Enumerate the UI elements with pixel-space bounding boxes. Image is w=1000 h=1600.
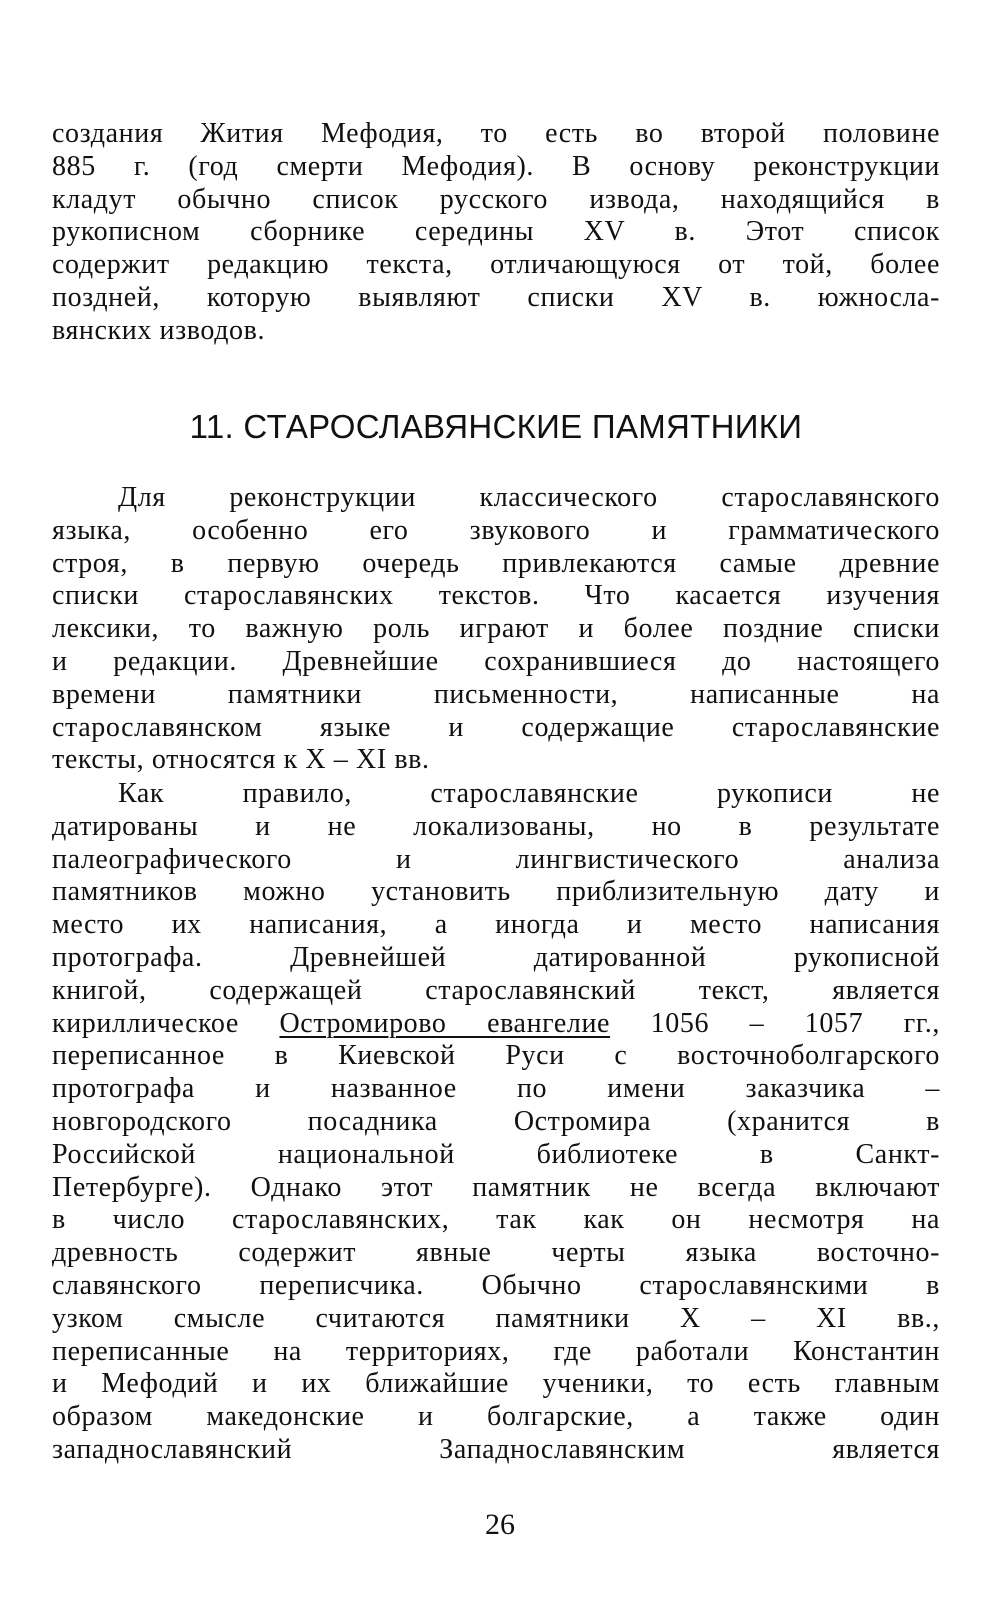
underlined-title: Остромирово евангелие (279, 1007, 611, 1039)
text-line: переписанное в Киевской Руси с восточноболгарского (52, 1040, 940, 1072)
text-line: место их написания, а иногда и место написания (52, 909, 940, 941)
text-line: переписанные на территориях, где работали Константин (52, 1335, 940, 1367)
paragraph-1 (52, 482, 940, 777)
text-line: в число старославянских, так как он несмотря на (52, 1204, 940, 1236)
page-number: 26 (485, 1508, 515, 1541)
text-line: узком смысле считаются памятники X – XI вв., (52, 1302, 940, 1334)
text-line: древность содержит явные черты языка восточно- (52, 1237, 940, 1269)
text-line: списки старославянских текстов. Что касается изучения (52, 580, 940, 612)
text-line: тексты, относятся к X – XI вв. (52, 744, 430, 776)
text-line: создания Жития Мефодия, то есть во второй половине (52, 118, 940, 149)
section-title: 11. СТАРОСЛАВЯНСКИЕ ПАМЯТНИКИ (189, 408, 803, 445)
text-line: старославянском языке и содержащие старославянские (52, 711, 940, 743)
text-line: Как правило, старославянские рукописи не (118, 778, 940, 809)
text-line: лексики, то важную роль играют и более поздние списки (52, 613, 940, 645)
text-line: рукописном сборнике середины XV в. Этот список (52, 216, 940, 248)
text-line: новгородского посадника Остромира (хранится в (52, 1105, 940, 1137)
text-line: поздней, которую выявляют списки XV в. южносла- (52, 281, 940, 313)
text-line: книгой, содержащей старославянский текст, является (52, 974, 940, 1006)
text-line: 885 г. (год смерти Мефодия). В основу реконструкции (52, 150, 940, 182)
text-line: протографа. Древнейшей датированной рукописной (52, 941, 940, 973)
text-line: языка, особенно его звукового и грамматического (52, 514, 940, 546)
text-line: кладут обычно список русского извода, находящийся в (52, 183, 940, 215)
text-line: протографа и названное по имени заказчика – (52, 1073, 940, 1105)
text-segment: 1056 – 1057 гг., (610, 1007, 940, 1039)
text-line: образом македонские и болгарские, а также один (52, 1401, 940, 1433)
text-line: вянских изводов. (52, 314, 266, 346)
text-line: содержит редакцию текста, отличающуюся от той, более (52, 249, 940, 281)
document-page (52, 118, 940, 1558)
text-line: славянского переписчика. Обычно старославянскими в (52, 1269, 940, 1301)
intro-paragraph (52, 118, 940, 348)
text-line: Петербурге). Однако этот памятник не всегда включают (52, 1171, 940, 1203)
text-line: западнославянский Западнославянским является (52, 1433, 940, 1465)
text-line-with-reference (52, 1008, 940, 1041)
text-line: палеографического и лингвистического анализа (52, 843, 940, 875)
text-line: Российской национальной библиотеке в Санкт- (52, 1138, 940, 1170)
text-line: и Мефодий и их ближайшие ученики, то есть главным (52, 1368, 940, 1400)
text-line: и редакции. Древнейшие сохранившиеся до настоящего (52, 645, 940, 677)
text-line: времени памятники письменности, написанные на (52, 678, 940, 710)
text-line: Для реконструкции классического старославянского (118, 482, 940, 513)
paragraph-2 (52, 778, 940, 1467)
text-line: датированы и не локализованы, но в результате (52, 810, 940, 842)
text-segment: кириллическое (52, 1007, 280, 1039)
text-line: памятников можно установить приблизительную дату и (52, 876, 940, 908)
text-line: строя, в первую очередь привлекаются самые древние (52, 547, 940, 579)
